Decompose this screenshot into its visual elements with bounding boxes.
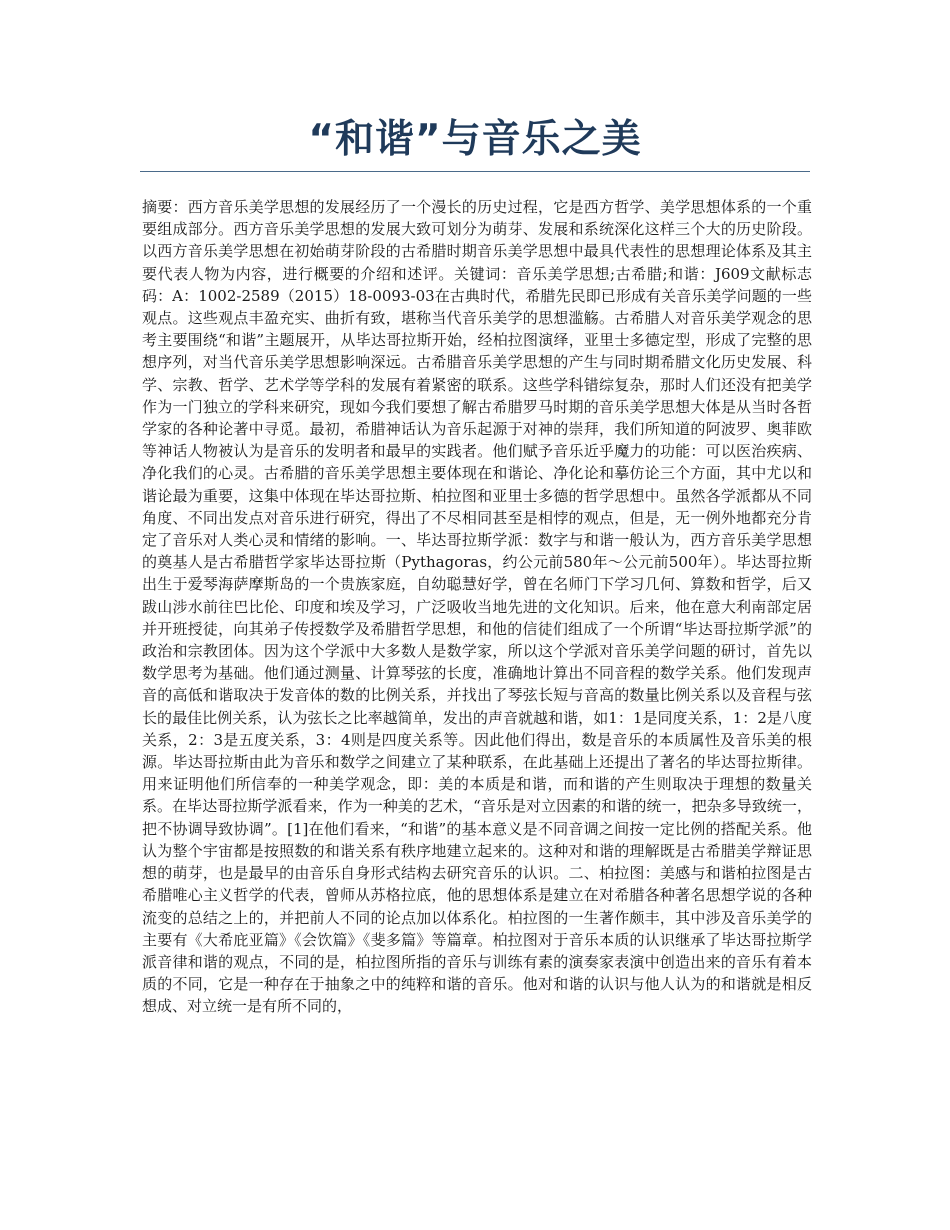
document-title: “和谐”与音乐之美 [308,117,642,162]
title-divider [140,171,810,172]
document-body: 摘要：西方音乐美学思想的发展经历了一个漫长的历史过程，它是西方哲学、美学思想体系的一个重要组成部分。西方音乐美学思想的发展大致可划分为萌芽、发展和系统深化这样三个大的历史阶段。以西方音乐美学思想在初始萌芽阶段的古希腊时期音乐美学思想中最具代表性的思想理论体系及其主要代表人物为内容，进行概要的介绍和述评。关键词：音乐美学思想;古希腊;和谐：J609文献标志码：A：1002-2589（2015）18-0093-03在古典时代，希腊先民即已形成有关音乐美学问题的一些观点。这些观点丰盈充实、曲折有致，堪称当代音乐美学的思想滥觞。古希腊人对音乐美学观念的思考主要围绕“和谐”主题展开，从毕达哥拉斯开始，经柏拉图演绎，亚里士多德定型，形成了完整的思想序列，对当代音乐美学思想影响深远。古希腊音乐美学思想的产生与同时期希腊文化历史发展、科学、宗教、哲学、艺术学等学科的发展有着紧密的联系。这些学科错综复杂，那时人们还没有把美学作为一门独立的学科来研究，现如今我们要想了解古希腊罗马时期的音乐美学思想大体是从当时各哲学家的各种论著中寻觅。最初，希腊神话认为音乐起源于对神的崇拜，我们所知道的阿波罗、奥菲欧等神话人物被认为是音乐的发明者和最早的实践者。他们赋予音乐近乎魔力的功能：可以医治疾病、净化我们的心灵。古希腊的音乐美学思想主要体现在和谐论、净化论和摹仿论三个方面，其中尤以和谐论最为重要，这集中体现在毕达哥拉斯、柏拉图和亚里士多德的哲学思想中。虽然各学派都从不同角度、不同出发点对音乐进行研究，得出了不尽相同甚至是相悖的观点，但是，无一例外地都充分肯定了音乐对人类心灵和情绪的影响。一、毕达哥拉斯学派：数字与和谐一般认为，西方音乐美学思想的奠基人是古希腊哲学家毕达哥拉斯（Pythagoras，约公元前580年～公元前500年）。毕达哥拉斯出生于爱琴海萨摩斯岛的一个贵族家庭，自幼聪慧好学，曾在名师门下学习几何、算数和哲学，后又跋山涉水前往巴比伦、印度和埃及学习，广泛吸收当地先进的文化知识。后来，他在意大利南部定居并开班授徒，向其弟子传授数学及希腊哲学思想，和他的信徒们组成了一个所谓“毕达哥拉斯学派”的政治和宗教团体。因为这个学派中大多数人是数学家，所以这个学派对音乐美学问题的研讨，首先以数学思考为基础。他们通过测量、计算琴弦的长度，准确地计算出不同音程的数学关系。他们发现声音的高低和谐取决于发音体的数的比例关系，并找出了琴弦长短与音高的数量比例关系以及音程与弦长的最佳比例关系，认为弦长之比率越简单，发出的声音就越和谐，如1：1是同度关系，1：2是八度关系，2：3是五度关系，3：4则是四度关系等。因此他们得出，数是音乐的本质属性及音乐美的根源。毕达哥拉斯由此为音乐和数学之间建立了某种联系，在此基础上还提出了著名的毕达哥拉斯律。用来证明他们所信奉的一种美学观念，即：美的本质是和谐，而和谐的产生则取决于理想的数量关系。在毕达哥拉斯学派看来，作为一种美的艺术，“音乐是对立因素的和谐的统一，把杂多导致统一，把不协调导致协调”。[1]在他们看来，“和谐”的基本意义是不同音调之间按一定比例的搭配关系。他认为整个宇宙都是按照数的和谐关系有秩序地建立起来的。这种对和谐的理解既是古希腊美学辩证思想的萌芽，也是最早的由音乐自身形式结构去研究音乐的认识。二、柏拉图：美感与和谐柏拉图是古希腊唯心主义哲学的代表，曾师从苏格拉底，他的思想体系是建立在对希腊各种著名思想学说的各种流变的总结之上的，并把前人不同的论点加以体系化。柏拉图的一生著作颇丰，其中涉及音乐美学的主要有《大希庇亚篇》《会饮篇》《斐多篇》等篇章。柏拉图对于音乐本质的认识继承了毕达哥拉斯学派音律和谐的观点，不同的是，柏拉图所指的音乐与训练有素的演奏家表演中创造出来的音乐有着本质的不同，它是一种存在于抽象之中的纯粹和谐的音乐。他对和谐的认识与他人认为的和谐就是相反想成、对立统一是有所不同的， [142,198,812,1016]
